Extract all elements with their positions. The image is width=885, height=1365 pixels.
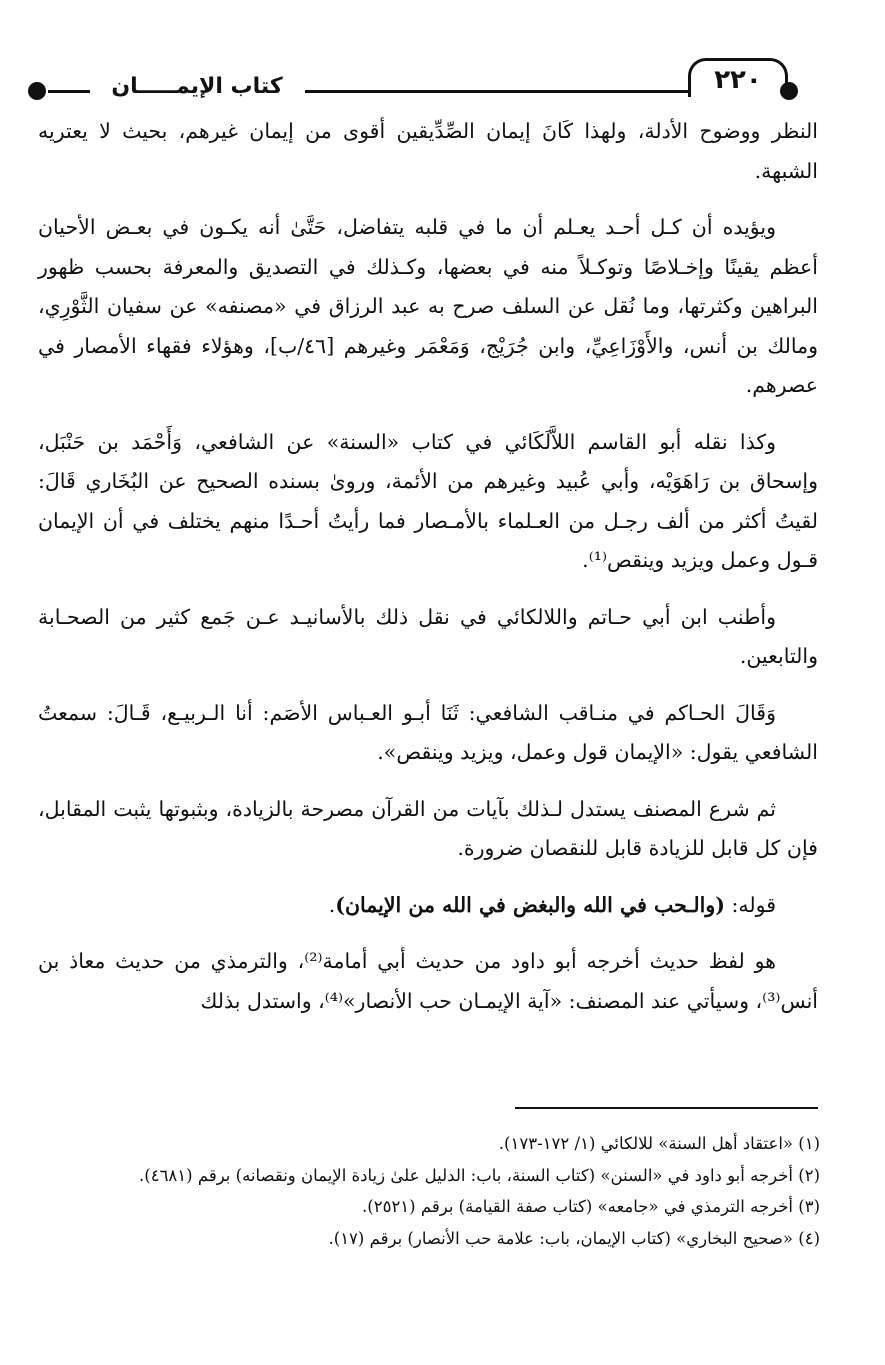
header-rule-left	[48, 90, 90, 93]
paragraph: وأطنب ابن أبي حـاتم واللالكائي في نقل ذلك بالأسانيـد عـن جَمع كثير من الصحـابة والتابعين.	[38, 604, 818, 668]
header-dot-left	[28, 82, 46, 100]
book-title: كتاب الإيمـــــان	[111, 74, 283, 99]
page-number: ٢٢٠	[714, 65, 762, 95]
quoted-matn-paragraph	[38, 886, 818, 926]
footnote-separator	[515, 1107, 818, 1109]
matn-tail: .	[328, 892, 336, 917]
page-number-frame	[688, 58, 788, 97]
header-dot-right	[780, 82, 798, 100]
paragraph: ويؤيده أن كـل أحـد يعـلم أن ما في قلبه يتفاضل، حَتَّىٰ أنه يكـون في بعـض الأحيان أعظم يقينًا وإخـلاصًا وتوكـلاً منه في بعضها، وكـذلك في التصديق والمعرفة بحسب ظهور البراهين وكثرتها، وما نُقل عن السلف صرح به عبد الرزاق في «مصنفه» عن سفيان الثَّوْرِي، ومالك بن أنس، والأَوْزَاعِيِّ، وابن جُرَيْج، وَمَعْمَر وغيرهم [٤٦/ب]، وهؤلاء فقهاء الأمصار في عصرهم.	[38, 215, 818, 397]
paragraph: ثم شرع المصنف يستدل لـذلك بآيات من القرآن مصرحة بالزيادة، وبثبوتها يثبت المقابل، فإن كل قابل للزيادة قابل للنقصان ضرورة.	[38, 796, 818, 860]
main-text	[38, 112, 818, 1038]
footnote: (٤) «صحيح البخاري» (كتاب الإيمان، باب: علامة حب الأنصار) برقم (١٧).	[328, 1228, 820, 1248]
paragraph: النظر ووضوح الأدلة، ولهذا كَانَ إيمان الصِّدِّيقين أقوى من إيمان غيرهم، بحيث لا يعتريه الشبهة.	[38, 119, 818, 183]
footnotes	[60, 1128, 820, 1254]
matn-lead: قوله:	[724, 892, 776, 917]
matn-quote: (والـحب في الله والبغض في الله من الإيمان)	[335, 892, 725, 917]
paragraph: وكذا نقله أبو القاسم اللاَّلَكَائي في كتاب «السنة» عن الشافعي، وَأَحْمَد بن حَنْبَل، وإسحاق بن رَاهَوَيْه، وأبي عُبيد وغيرهم من الأئمة، وروىٰ بسنده الصحيح عن البُخَاري قَالَ: لقيتُ أكثر من ألف رجـل من العـلماء بالأمـصار فما رأيتُ أحـدًا منهم يختلف في أن الإيمان قـول وعمل ويزيد وينقص⁽¹⁾.	[38, 429, 818, 572]
header-rule-right	[305, 90, 690, 93]
footnote: (١) «اعتقاد أهل السنة» للالكائي (١/ ١٧٢-١٧٣).	[498, 1134, 820, 1153]
footnote: (٢) أخرجه أبو داود في «السنن» (كتاب السنة، باب: الدليل علىٰ زيادة الإيمان ونقصانه) برقم (٤٦٨١).	[139, 1165, 820, 1185]
page-header	[0, 52, 885, 112]
paragraph: هو لفظ حديث أخرجه أبو داود من حديث أبي أمامة⁽²⁾، والترمذي من حديث معاذ بن أنس⁽³⁾، وسيأتي عند المصنف: «آية الإيمـان حب الأنصار»⁽⁴⁾، واستدل بذلك	[38, 949, 818, 1013]
paragraph: وَقَالَ الحـاكم في منـاقب الشافعي: ثَنَا أبـو العـباس الأصَم: أنا الـربيـع، قَـالَ: سمعتُ الشافعي يقول: «الإيمان قول وعمل، ويزيد وينقص».	[38, 700, 818, 764]
footnote: (٣) أخرجه الترمذي في «جامعه» (كتاب صفة القيامة) برقم (٢٥٢١).	[362, 1197, 820, 1216]
